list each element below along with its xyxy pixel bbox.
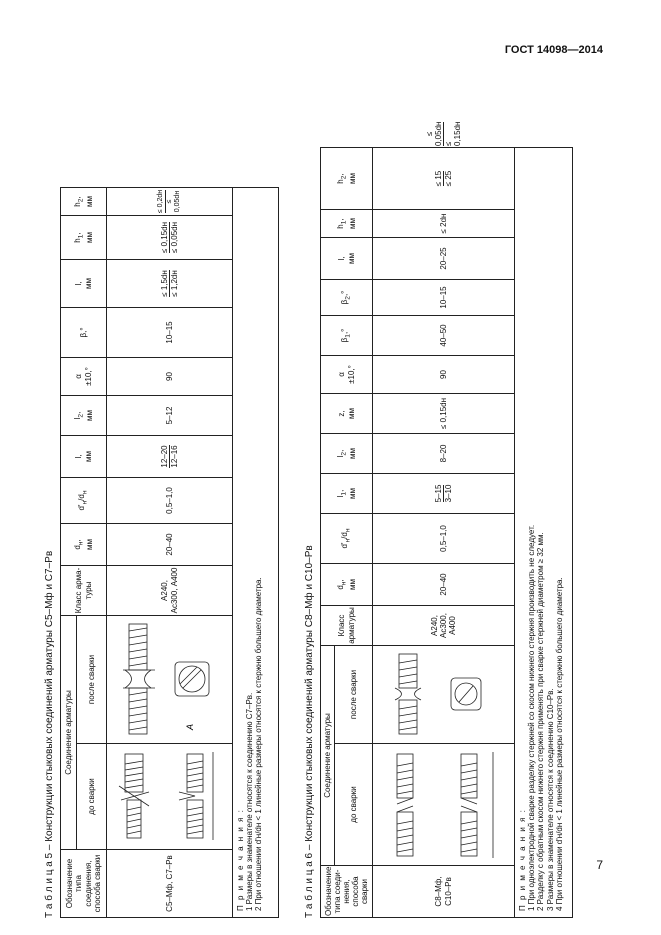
table5-caption: Т а б л и ц а 5 – Конструкции стыковых соединений арматуры С5–Мф и С7–Рв <box>44 550 55 918</box>
t5-beta: 10–15 <box>107 307 233 357</box>
t5-h1-num: ≤ 0,15dн <box>159 221 169 254</box>
t6-h1-num: ≤ 15 <box>433 170 443 187</box>
t5-note-2: 2 При отношении d'н/dн < 1 линейные размеры относятся к стержню большего диаметра. <box>254 577 264 911</box>
t5-header-h1: $h_1$, мм <box>61 215 107 259</box>
t5-h1 <box>107 215 233 259</box>
t5-h2 <box>107 187 233 215</box>
rebar-before-welding-drawing-2 <box>375 747 509 863</box>
t5-dd: 0,5–1,0 <box>107 477 233 523</box>
t6-z: ≤ 0,15dн <box>373 393 515 433</box>
t6-b1: 40–50 <box>373 315 515 355</box>
t6-lrel: ≤ 2dн <box>373 209 515 237</box>
t6-h1 <box>373 147 515 209</box>
t5-class: А240, Ас300, А400 <box>107 565 233 615</box>
rebar-after-welding-drawing <box>109 619 227 741</box>
t5-header-joint: Соединение арматуры <box>61 615 77 849</box>
t6-alpha: 90 <box>373 355 515 393</box>
t5-header-designation: Обозначение типа соединения, способа сварки <box>61 850 107 918</box>
t5-drawing-after <box>107 615 233 743</box>
rebar-before-welding-drawing <box>109 747 227 847</box>
t6-header-h1: $h_1$, мм <box>321 209 373 237</box>
t6-notes <box>515 147 573 917</box>
t5-d: 20–40 <box>107 523 233 565</box>
t5-note-1: 1 Размеры в знаменателе относятся к соединению С7–Рв. <box>245 692 255 911</box>
t6-header-alpha: α ±10,° <box>321 355 373 393</box>
t6-l: 20–25 <box>373 237 515 279</box>
t5-header-l2: $l_2$, мм <box>61 395 107 435</box>
t6-header-l2: $l_2$, мм <box>321 433 373 473</box>
t5-l-num: 12–20 <box>159 445 169 468</box>
t6-designation: С8–Мф, С10–Рв <box>373 866 515 918</box>
t5-header-h2: $h_2$, мм <box>61 187 107 215</box>
t6-note-2: 2 Разделку с обратным скосом нижнего стержня применять при сварке стержней диаметром ≥ 32 мм. <box>536 532 546 911</box>
page-number: 7 <box>596 858 603 872</box>
t5-header-class: Класс арматуры <box>61 565 107 615</box>
t6-header-designation: Обозначение типа соединения, способа сварки <box>321 866 373 918</box>
document-header: ГОСТ 14098—2014 <box>504 44 603 56</box>
table6 <box>320 121 573 918</box>
t5-h1-den: ≤ 0,05dн <box>170 221 179 254</box>
svg-text:А: А <box>185 724 196 731</box>
t6-h2-den: ≤ 0,15dн <box>444 121 463 146</box>
t6-notes-title: П р и м е ч а н и я : <box>518 808 527 911</box>
t6-header-dd: $d'_н/d_н$ <box>321 513 373 563</box>
t6-dd: 0,5–1,0 <box>373 513 515 563</box>
rotated-page-content <box>36 121 661 918</box>
t5-h2-den: ≤ 0,05dн <box>165 190 182 213</box>
t5-notes <box>233 187 279 917</box>
t6-header-b2: $\beta_2,^\circ$ <box>321 279 373 315</box>
t6-header-d: $d_н$, мм <box>321 563 373 605</box>
t5-header-d: $d_н$, мм <box>61 523 107 565</box>
table5 <box>60 187 279 918</box>
t6-d: 20–40 <box>373 563 515 605</box>
t5-notes-title: П р и м е ч а н и я : <box>236 808 245 911</box>
t6-header-after: после сварки <box>335 645 373 743</box>
t5-designation: С5–Мф, С7–Рв <box>107 850 233 918</box>
t6-header-b1: $\beta_1,^\circ$ <box>321 315 373 355</box>
t5-header-dd: $d'_н/d_н$ <box>61 477 107 523</box>
t6-l1-num: 5–15 <box>433 484 443 503</box>
t6-header-class: Класс арматуры <box>321 605 373 645</box>
t6-header-before: до сварки <box>335 744 373 866</box>
t6-header-joint: Соединение арматуры <box>321 645 335 865</box>
t5-l <box>107 435 233 477</box>
t6-header-h2: $h_2$, мм <box>321 147 373 209</box>
t6-header-z: z, мм <box>321 393 373 433</box>
t5-header-after: после сварки <box>77 615 107 743</box>
t6-l1-den: 3–10 <box>444 484 453 503</box>
t6-l2: 8–20 <box>373 433 515 473</box>
t6-b2: 10–15 <box>373 279 515 315</box>
t6-class: А240, Ас300, А400 <box>373 605 515 645</box>
t6-note-4: 4 При отношении d'н/dн < 1 линейные размеры относятся к стержню большего диаметра. <box>554 577 564 911</box>
t6-h2-num: ≤ 0,05dн <box>424 121 443 146</box>
t5-lrel <box>107 259 233 307</box>
rebar-after-welding-drawing-2 <box>375 649 509 741</box>
t5-header-beta: β,° <box>61 307 107 357</box>
t5-header-before: до сварки <box>77 744 107 850</box>
t6-header-l: l, мм <box>321 237 373 279</box>
t5-header-alpha: α ±10,° <box>61 357 107 395</box>
t5-header-l: l, мм <box>61 435 107 477</box>
t5-alpha: 90 <box>107 357 233 395</box>
t5-header-lrel: l, мм <box>61 259 107 307</box>
t6-note-3: 3 Размеры в знаменателе относятся к соединению С10–Рв. <box>545 688 555 911</box>
t5-drawing-before <box>107 744 233 850</box>
t5-lrel-den: ≤ 1,2dн <box>170 270 179 297</box>
table6-caption: Т а б л и ц а 6 – Конструкции стыковых соединений арматуры С8–Мф и С10–Рв <box>304 545 315 918</box>
t5-l-den: 12–16 <box>170 445 179 468</box>
t5-lrel-num: ≤ 1,5dн <box>159 270 169 297</box>
t6-h1-den: ≤ 25 <box>444 170 453 187</box>
t6-header-l1: $l_1$, мм <box>321 473 373 513</box>
t6-l1 <box>373 473 515 513</box>
t5-h2-num: ≤ 0,2dн <box>157 190 166 213</box>
t5-l2: 5–12 <box>107 395 233 435</box>
t6-drawing-before <box>373 744 515 866</box>
t6-drawing-after <box>373 645 515 743</box>
t6-note-1: 1 При однoэлектродной сварке разделку стержней со скосом нижнего стержня производить не следует. <box>527 524 537 911</box>
